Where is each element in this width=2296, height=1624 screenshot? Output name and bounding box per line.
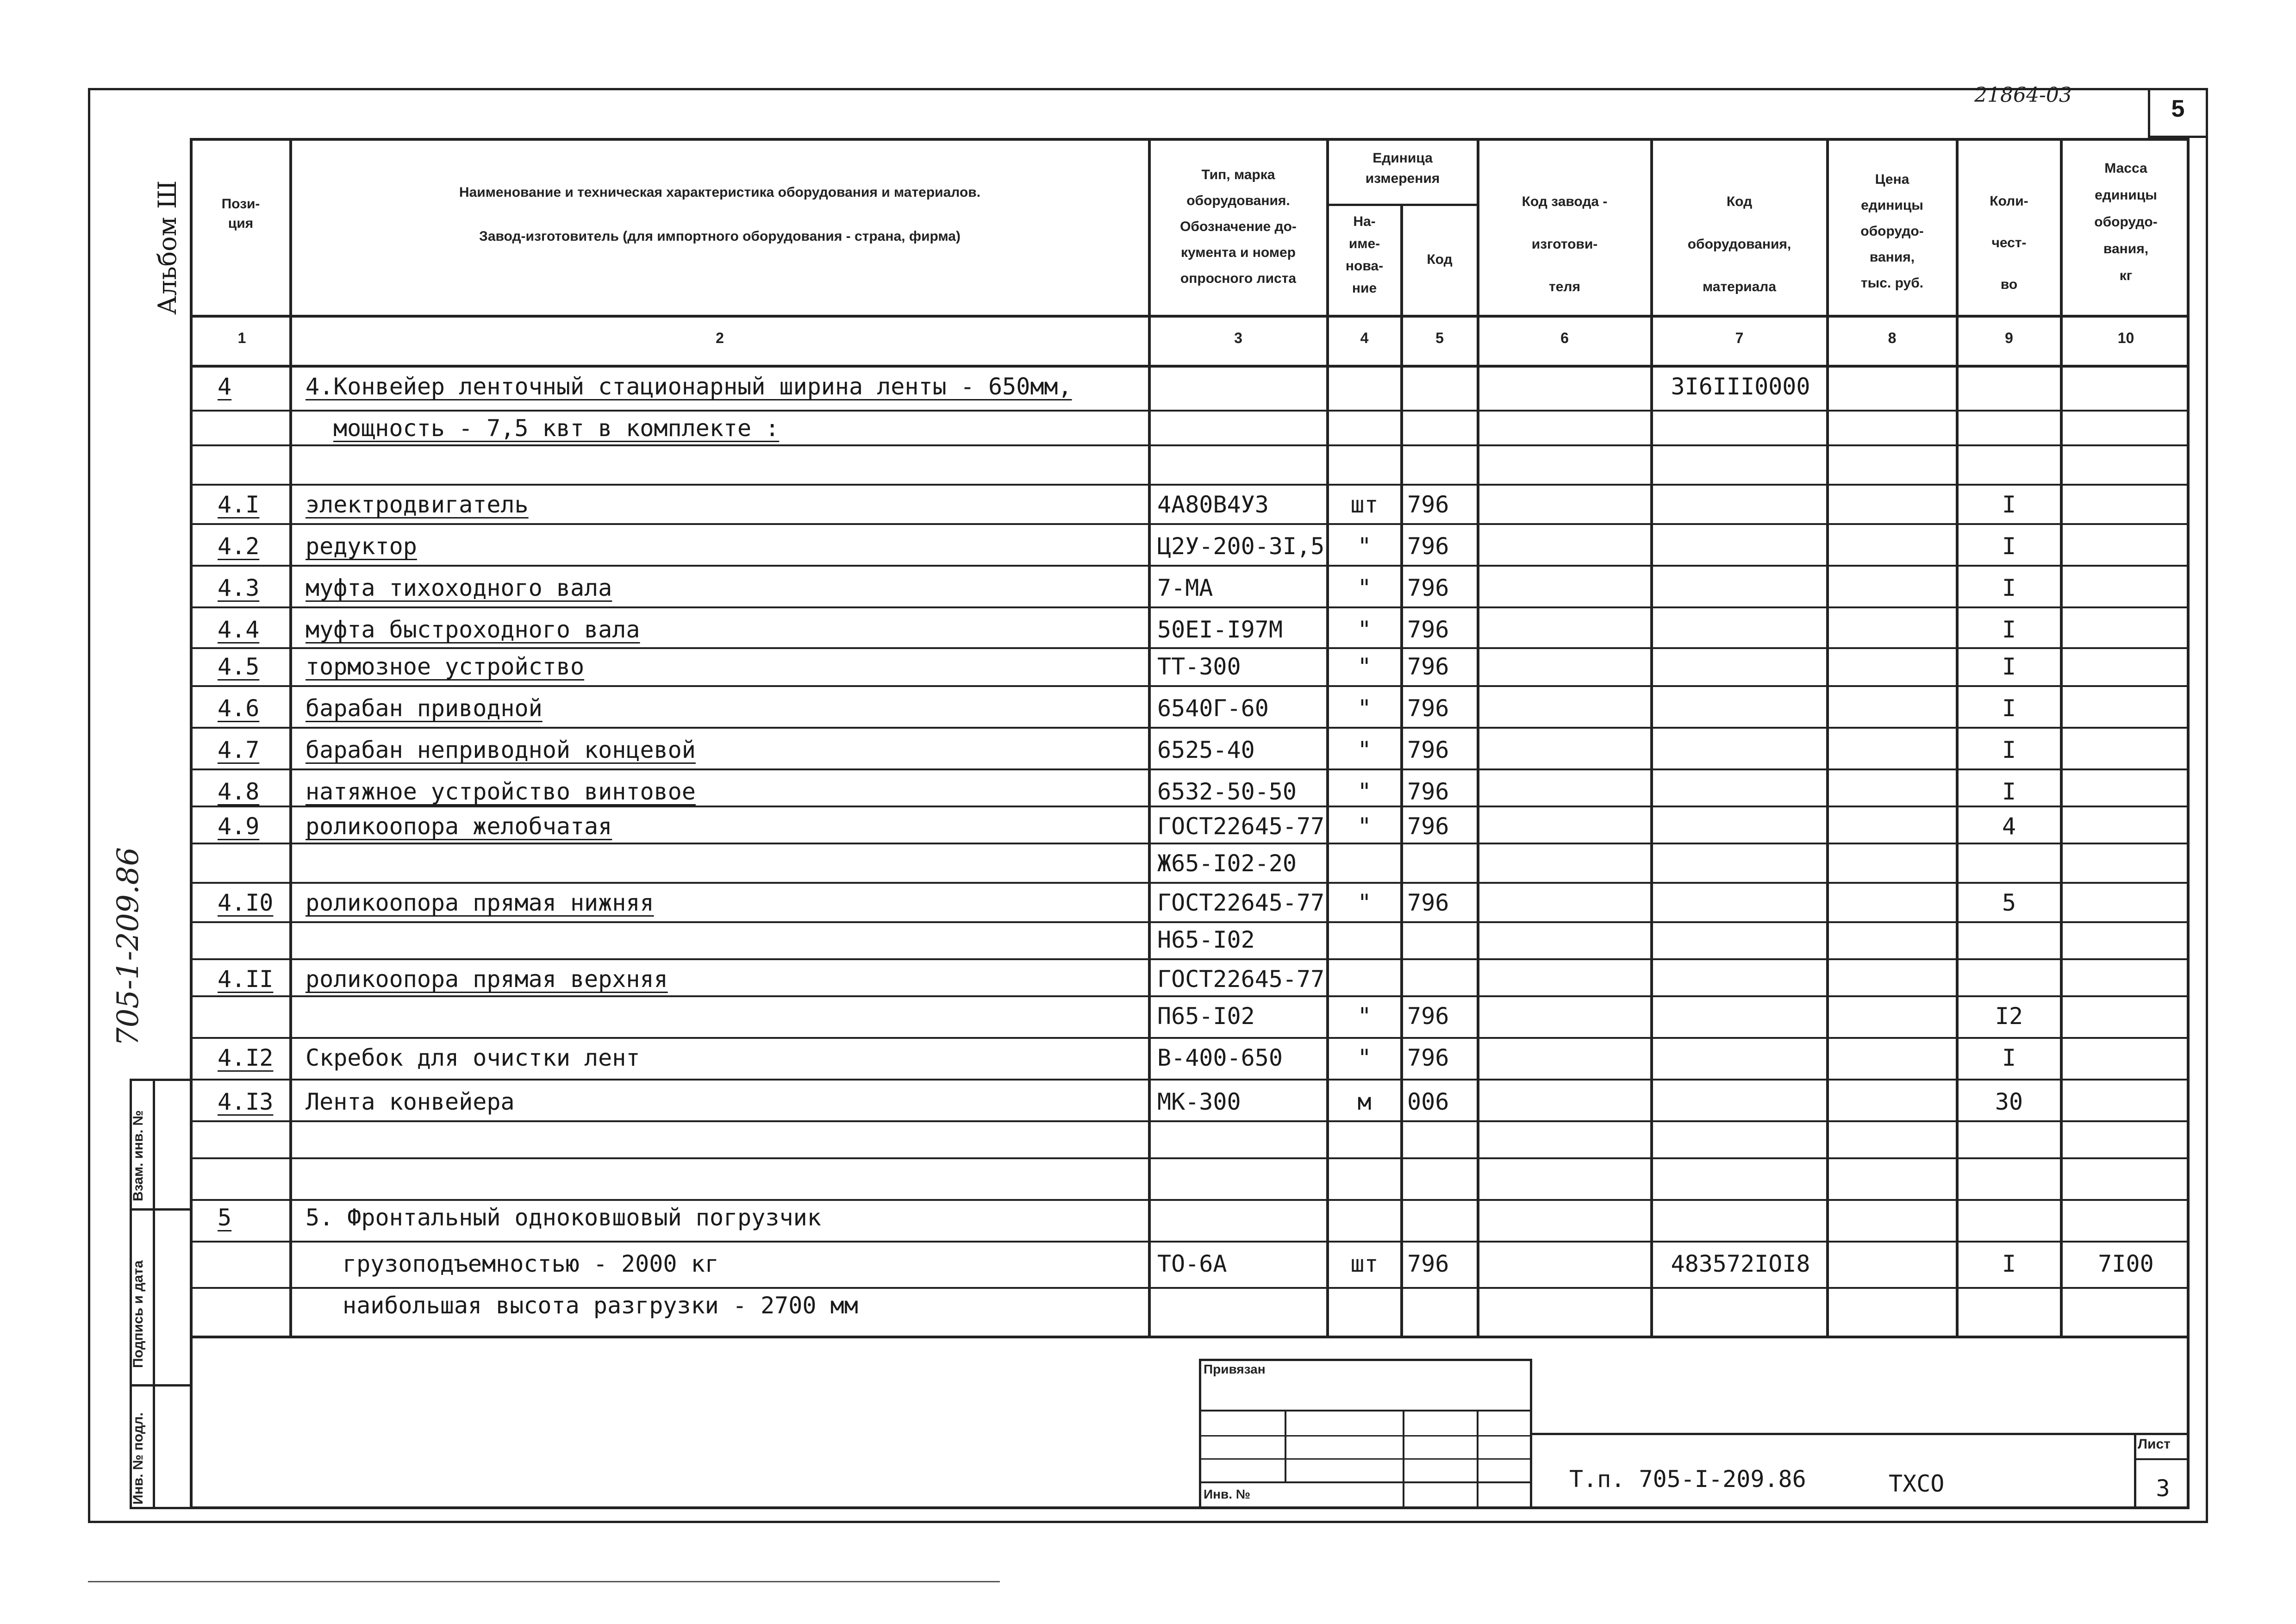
row-7-code: 796 [1407, 695, 1449, 722]
row-6-qty: I [2002, 653, 2016, 680]
row-16-unit: " [1357, 1044, 1372, 1071]
header-type: Тип, марка оборудования. Обозначение до- кумента и номер опросного листа [1180, 167, 1297, 286]
sheet-number: 3 [2156, 1475, 2170, 1502]
side-podpis: Подпись и дата [131, 1260, 146, 1368]
row-3-code: 796 [1407, 533, 1449, 560]
row-17-code: 006 [1407, 1088, 1449, 1115]
colnum-3: 3 [1234, 330, 1242, 346]
row-10-unit: " [1357, 813, 1372, 840]
row-5-qty: I [2002, 616, 2016, 643]
row-2-unit: шт [1350, 491, 1379, 518]
row-18-name: 5. Фронтальный одноковшовый погрузчик [306, 1204, 821, 1231]
row-14-type: ГОСТ22645-77 [1157, 966, 1325, 993]
row-7-unit: " [1357, 695, 1372, 722]
row-5-pos: 4.4 [218, 616, 260, 643]
row-0-pos: 4 [218, 373, 232, 400]
header-factory-code: Код завода - изготови- теля [1522, 194, 1608, 294]
row-14-pos: 4.II [218, 966, 274, 993]
row-12-pos: 4.I0 [218, 889, 274, 916]
row-8-unit: " [1357, 737, 1372, 763]
side-vzam: Взам. инв. № [131, 1110, 146, 1201]
row-4-qty: I [2002, 575, 2016, 601]
row-15-type: П65-I02 [1157, 1003, 1255, 1030]
header-price: Цена единицы оборудо- вания, тыс. руб. [1860, 172, 1924, 291]
row-15-code: 796 [1407, 1003, 1449, 1030]
row-7-type: 6540Г-60 [1157, 695, 1269, 722]
colnum-8: 8 [1888, 330, 1897, 346]
header-c1: Пози- ция [221, 196, 260, 231]
row-9-pos: 4.8 [218, 778, 260, 805]
row-12-qty: 5 [2002, 889, 2016, 916]
row-17-pos: 4.I3 [218, 1088, 274, 1115]
row-12-unit: " [1357, 889, 1372, 916]
row-19-name: грузоподъемностью - 2000 кг [343, 1250, 719, 1277]
row-0-equip: 3I6III0000 [1671, 373, 1810, 400]
header-position [194, 194, 287, 233]
row-8-type: 6525-40 [1157, 737, 1255, 763]
row-10-pos: 4.9 [218, 813, 260, 840]
row-16-type: В-400-650 [1157, 1044, 1283, 1071]
row-10-qty: 4 [2002, 813, 2016, 840]
row-4-pos: 4.3 [218, 575, 260, 601]
row-2-code: 796 [1407, 491, 1449, 518]
row-3-qty: I [2002, 533, 2016, 560]
row-6-unit: " [1357, 653, 1372, 680]
row-9-type: 6532-50-50 [1157, 778, 1297, 805]
album-label: Альбом Ш [153, 180, 182, 315]
row-8-name: барабан неприводной концевой [306, 737, 696, 763]
inv-no-label: Инв. № [1204, 1487, 1251, 1501]
header-name-1: Наименование и техническая характеристика оборудования и материалов. [459, 185, 981, 200]
colnum-4: 4 [1360, 330, 1369, 346]
row-8-pos: 4.7 [218, 737, 260, 763]
colnum-1: 1 [237, 330, 246, 346]
row-3-type: Ц2У-200-3I,5 [1157, 533, 1325, 560]
colnum-6: 6 [1560, 330, 1569, 346]
row-5-unit: " [1357, 616, 1372, 643]
row-19-mass: 7I00 [2098, 1250, 2154, 1277]
bound-label: Привязан [1204, 1362, 1266, 1376]
header-unit-code: Код [1427, 252, 1453, 267]
row-11-type: Ж65-I02-20 [1157, 850, 1297, 877]
row-8-qty: I [2002, 737, 2016, 763]
row-7-qty: I [2002, 695, 2016, 722]
row-4-unit: " [1357, 575, 1372, 601]
row-19-type: ТО-6А [1157, 1250, 1227, 1277]
row-12-type: ГОСТ22645-77 [1157, 889, 1325, 916]
row-16-name: Скребок для очистки лент [306, 1044, 640, 1071]
row-10-type: ГОСТ22645-77 [1157, 813, 1325, 840]
header-mass: Масса единицы оборудо- вания, кг [2094, 161, 2158, 283]
header-unit-top: Единица измерения [1365, 150, 1440, 186]
row-2-name: электродвигатель [306, 491, 529, 518]
row-7-pos: 4.6 [218, 695, 260, 722]
header-qty: Коли- чест- во [1990, 194, 2028, 292]
row-16-qty: I [2002, 1044, 2016, 1071]
row-19-code: 796 [1407, 1250, 1449, 1277]
row-4-type: 7-МА [1157, 575, 1213, 601]
row-19-qty: I [2002, 1250, 2016, 1277]
row-17-name: Лента конвейера [306, 1088, 515, 1115]
row-2-pos: 4.I [218, 491, 260, 518]
row-5-name: муфта быстроходного вала [306, 616, 640, 643]
row-1-name: мощность - 7,5 квт в комплекте : [333, 415, 780, 442]
row-9-qty: I [2002, 778, 2016, 805]
row-15-qty: I2 [1995, 1003, 2023, 1030]
row-4-code: 796 [1407, 575, 1449, 601]
row-12-code: 796 [1407, 889, 1449, 916]
row-2-type: 4А80В4У3 [1157, 491, 1269, 518]
row-3-pos: 4.2 [218, 533, 260, 560]
row-9-name: натяжное устройство винтовое [306, 778, 696, 805]
row-6-name: тормозное устройство [306, 653, 585, 680]
row-6-pos: 4.5 [218, 653, 260, 680]
row-17-qty: 30 [1995, 1088, 2023, 1115]
doc-designation: Т.п. 705-I-209.86 [1569, 1466, 1806, 1493]
top-code: 21864-03 [1974, 83, 2072, 107]
row-9-unit: " [1357, 778, 1372, 805]
row-7-name: барабан приводной [306, 695, 543, 722]
row-0-name: 4.Конвейер ленточный стационарный ширина ленты - 650мм, [306, 373, 1072, 400]
row-19-equip: 483572IOI8 [1671, 1250, 1810, 1277]
row-4-name: муфта тихоходного вала [306, 575, 612, 601]
colnum-5: 5 [1435, 330, 1444, 346]
row-18-pos: 5 [218, 1204, 232, 1231]
colnum-9: 9 [2005, 330, 2013, 346]
row-6-type: ТТ-300 [1157, 653, 1241, 680]
header-unit-name: На- име- нова- ние [1345, 214, 1384, 296]
row-14-name: роликоопора прямая верхняя [306, 966, 668, 993]
side-code: 705-1-209.86 [111, 847, 145, 1046]
doc-mark: ТХСО [1889, 1470, 1945, 1497]
row-15-unit: " [1357, 1003, 1372, 1030]
row-12-name: роликоопора прямая нижняя [306, 889, 654, 916]
row-9-code: 796 [1407, 778, 1449, 805]
row-10-code: 796 [1407, 813, 1449, 840]
row-17-type: МК-300 [1157, 1088, 1241, 1115]
row-17-unit: м [1357, 1088, 1372, 1115]
row-13-type: Н65-I02 [1157, 926, 1255, 953]
row-8-code: 796 [1407, 737, 1449, 763]
side-inv-podl: Инв. № подл. [131, 1412, 146, 1505]
row-3-name: редуктор [306, 533, 417, 560]
row-16-code: 796 [1407, 1044, 1449, 1071]
page-number: 5 [2171, 95, 2185, 122]
row-3-unit: " [1357, 533, 1372, 560]
header-name-2: Завод-изготовитель (для импортного оборудования - страна, фирма) [479, 229, 961, 244]
row-5-type: 50ЕI-I97М [1157, 616, 1283, 643]
colnum-10: 10 [2117, 330, 2134, 346]
row-5-code: 796 [1407, 616, 1449, 643]
row-6-code: 796 [1407, 653, 1449, 680]
header-equip-code: Код оборудования, материала [1687, 194, 1791, 294]
colnum-7: 7 [1735, 330, 1744, 346]
row-16-pos: 4.I2 [218, 1044, 274, 1071]
row-20-name: наибольшая высота разгрузки - 2700 мм [343, 1292, 858, 1319]
sheet-label: Лист [2138, 1437, 2171, 1452]
colnum-2: 2 [716, 330, 724, 346]
row-10-name: роликоопора желобчатая [306, 813, 612, 840]
row-19-unit: шт [1350, 1250, 1379, 1277]
row-2-qty: I [2002, 491, 2016, 518]
